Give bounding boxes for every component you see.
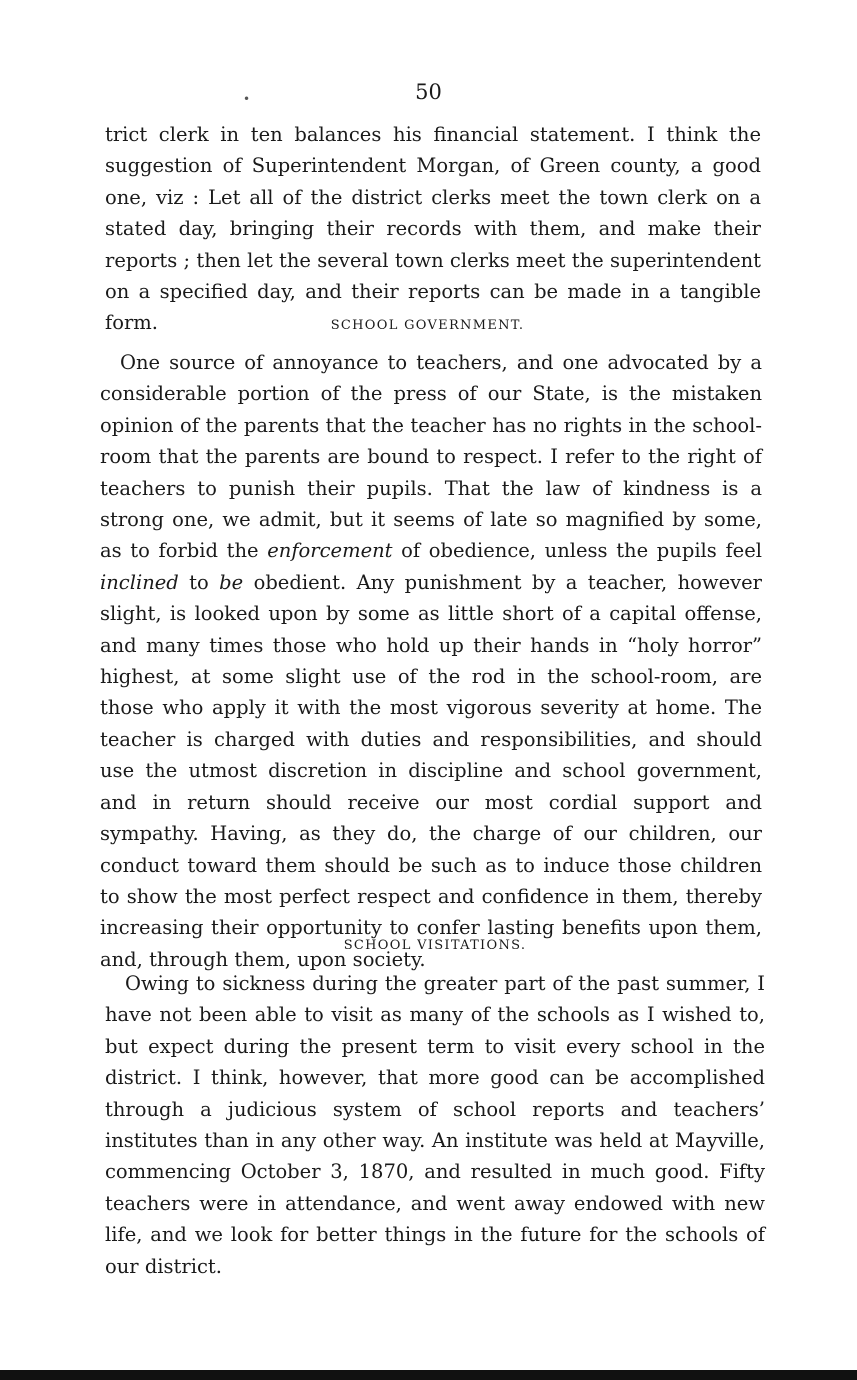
paragraph-text-segment: obedient. Any punishment by a teacher, however slight, is looked upon by some as little short of a capital offense, and many times those who hold up their hands in “holy horror” highest, at some slight use of the rod in the school-room, are those who apply it with the most vigorous severity at home. The teacher is charged with duties and responsibilities, and should use the utmost discretion in discipline and school government, and in return should receive our most cordial support and sympathy. Having, as they do, the charge of our children, our conduct toward them should be such as to induce those children to show the most perfect respect and confidence in them, thereby increasing their opportunity to confer lasting benefits upon them, and, through them, upon society. [100, 570, 762, 971]
emphasis-enforcement: enforcement [267, 539, 393, 563]
scan-edge-bar [0, 1370, 857, 1380]
paragraph-text-segment: One source of annoyance to teachers, and one advocated by a considerable portion of the press of our State, is the mistaken opinion of the parents that the teacher has no rights in the school-room that the parents are bound to respect. I refer to the right of teachers to punish their pupils. That the law of kindness is a strong one, we admit, but it seems of late so magnified by some, as to forbid the [100, 351, 762, 563]
section-heading-school-visitations: SCHOOL VISITATIONS. [343, 938, 527, 953]
print-speck: • [243, 92, 251, 106]
page-number: 50 [415, 80, 442, 104]
section-heading-school-government: SCHOOL GOVERNMENT. [330, 318, 525, 333]
emphasis-inclined: inclined [100, 570, 179, 594]
paragraph-school-government [100, 347, 762, 975]
paragraph-school-visitations: Owing to sickness during the greater part of the past summer, I have not been able to visit as many of the schools as I wished to, but expect during the present term to visit every school in the district. I think, however, that more good can be accomplished through a judicious system of school reports and teachers’ institutes than in any other way. An institute was held at Mayville, commencing October 3, 1870, and resulted in much good. Fifty teachers were in attendance, and went away endowed with new life, and we look for better things in the future for the schools of our district. [105, 972, 765, 1278]
paragraph-text-segment: of obedience, unless the pupils feel [392, 539, 762, 563]
emphasis-be: be [219, 570, 244, 594]
paragraph-text-segment: to [178, 570, 220, 594]
paragraph-district-clerks: trict clerk in ten balances his financial statement. I think the suggestion of Superintendent Morgan, of Green county, a good one, viz : Let all of the district clerks meet the town clerk on a stated day, bringing their records with them, and make their reports ; then let the several town clerks meet the superintendent on a specified day, and their reports can be made in a tangible form. [105, 123, 761, 335]
